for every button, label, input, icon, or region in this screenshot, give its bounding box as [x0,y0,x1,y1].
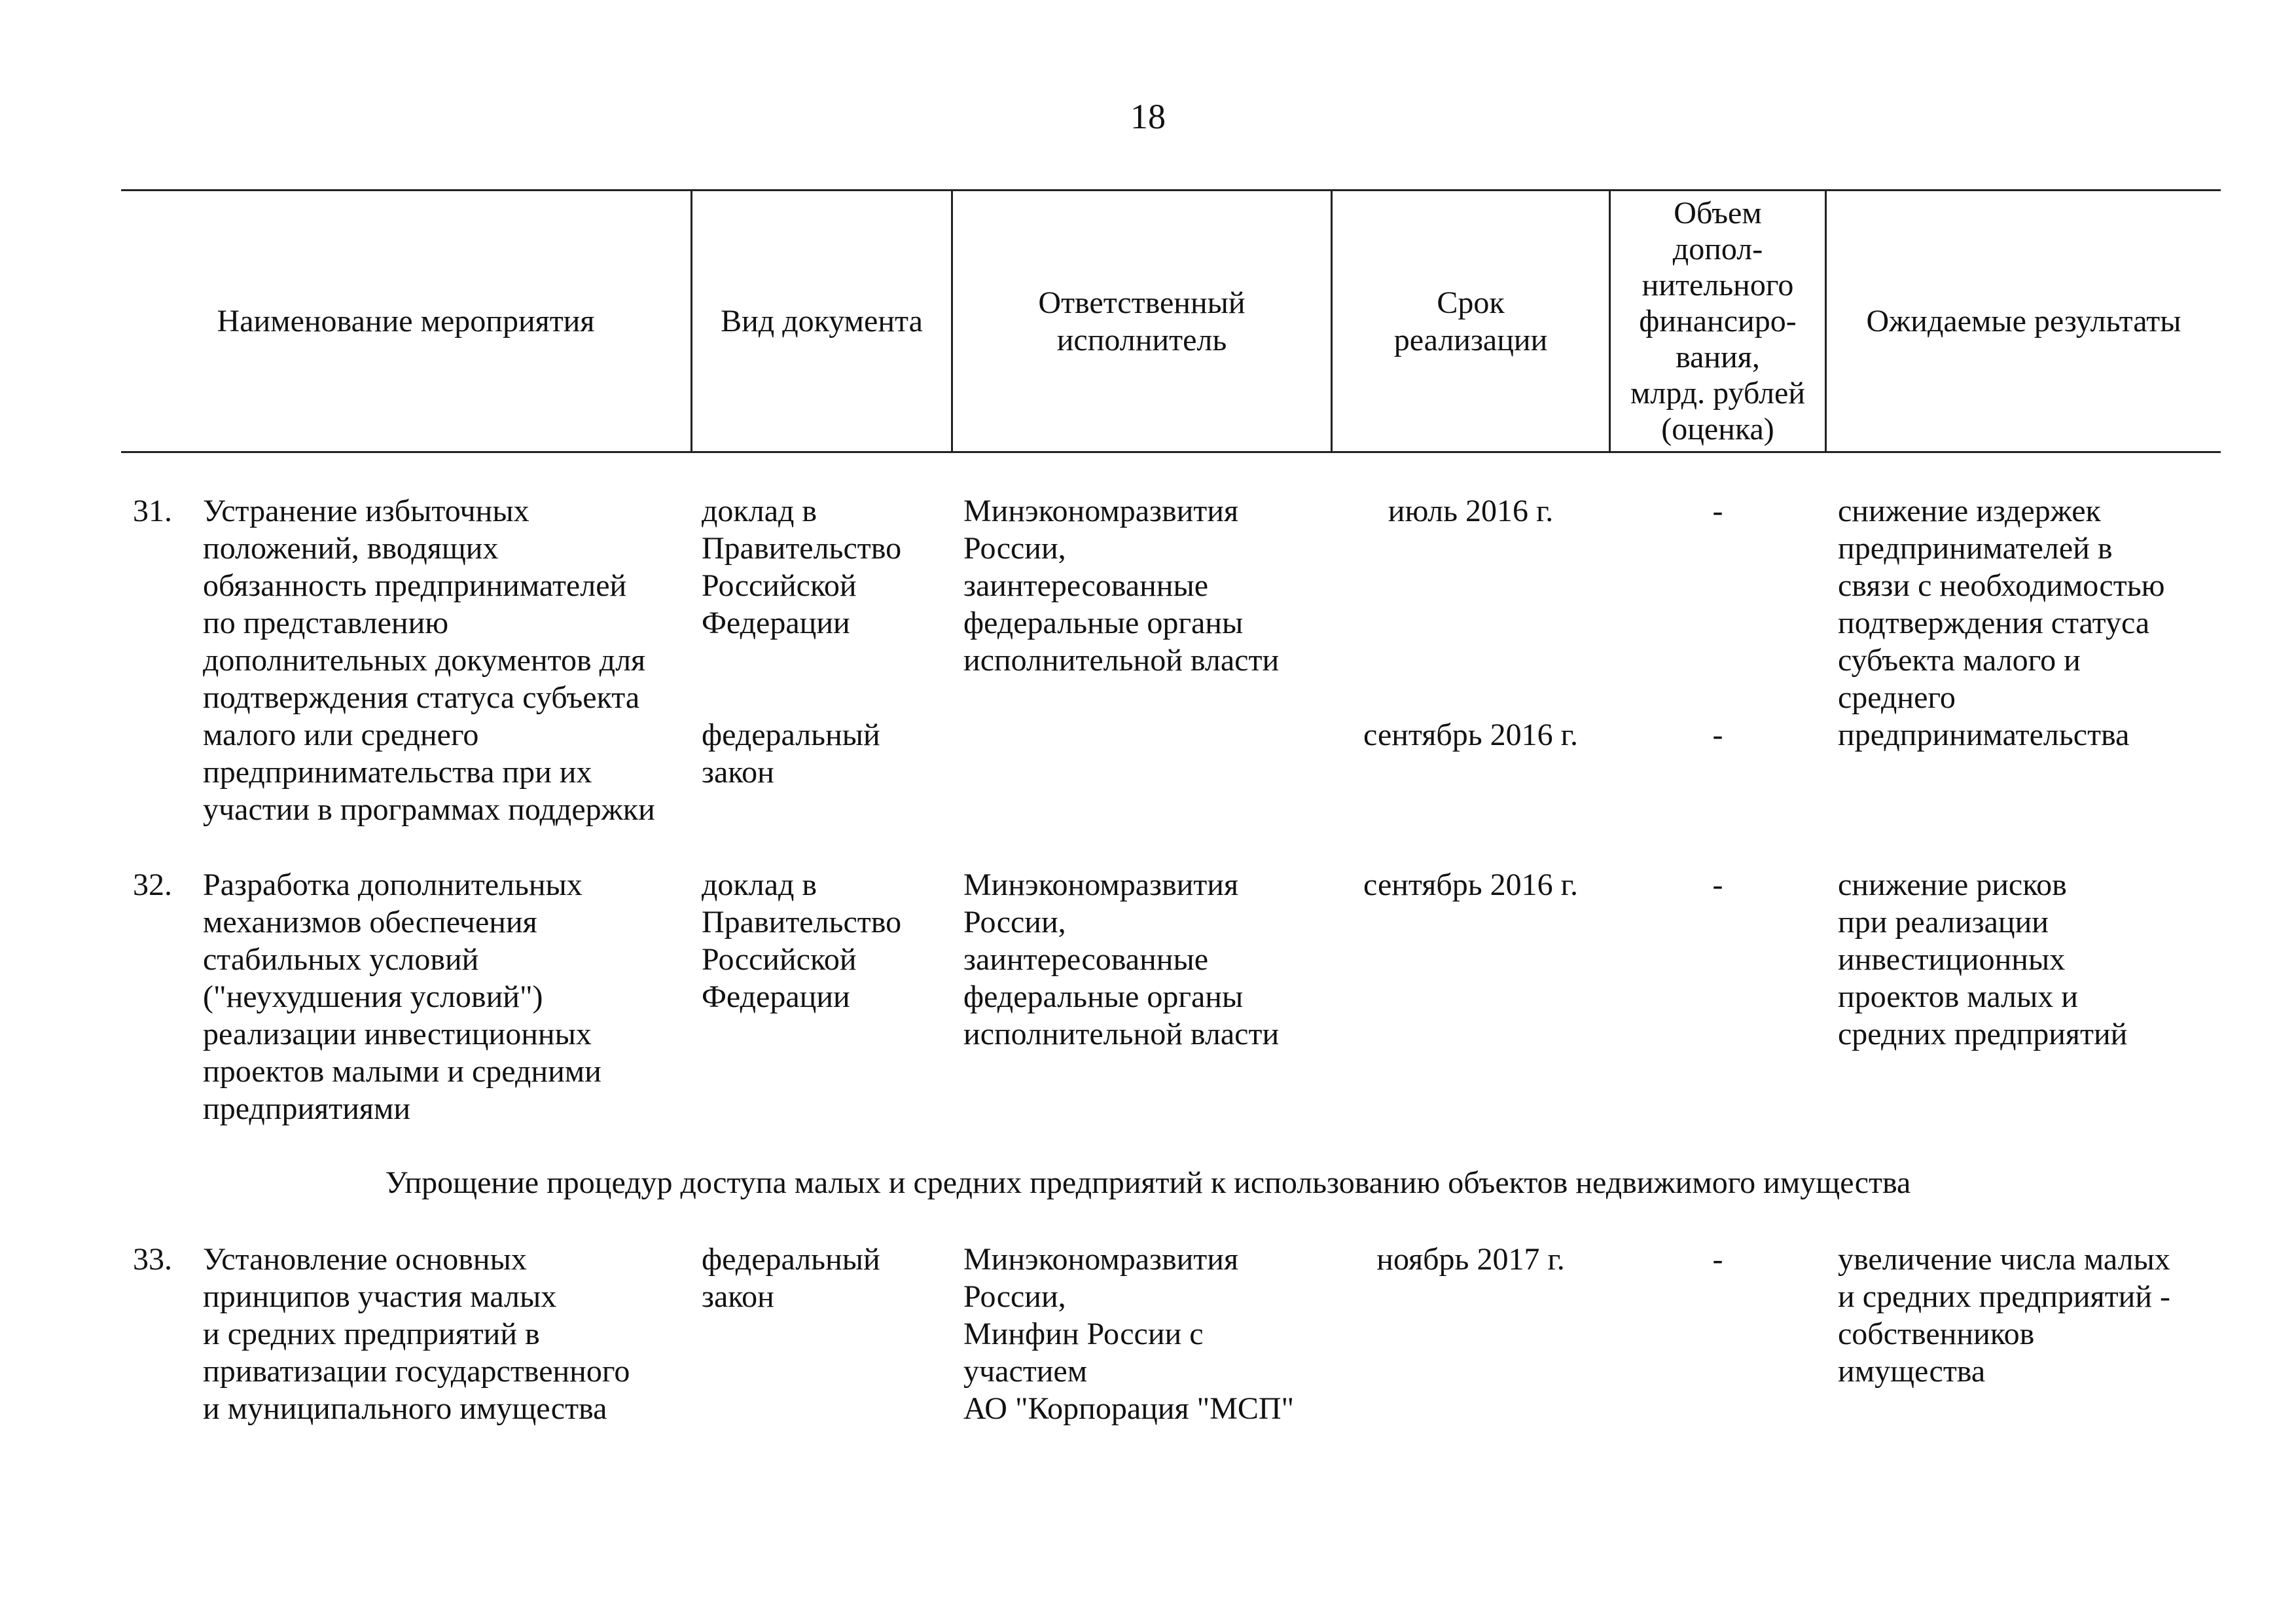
row-31-name: Устранение избыточных положений, вводящих обязанность предпринимателей по представлению дополнительных документов для подтверждения статуса субъекта малого или среднего предпринимательства при их участии в программах поддержки [203,494,655,827]
row-32-number: 32. [133,867,172,902]
row-31-results: снижение издержек предпринимателей в связи с необходимостью подтверждения статуса субъекта малого и среднего предпринимательства [1838,494,2165,752]
row-31-funding-law: - [1712,718,1723,752]
row-32-doc-report: доклад в Правительство Российской Федерации [702,867,902,1014]
row-33-number: 33. [133,1242,172,1277]
header-name [121,191,691,451]
header-funding [1611,191,1825,451]
section-title: Упрощение процедур доступа малых и средних предприятий к использованию объектов недвижимого имущества [385,1165,1911,1200]
header-deadline [1333,191,1609,451]
row-32-executor: Минэкономразвития России, заинтересованные федеральные органы исполнительной власти [963,867,1280,1051]
row-33-executor: Минэкономразвития России, Минфин России с участием АО "Корпорация "МСП" [963,1242,1295,1426]
row-31-funding-report: - [1712,494,1723,528]
header-deadline-text: Срок реализации [1393,285,1548,357]
row-31-doc-law: федеральный закон [702,718,880,790]
row-31-doc-report: доклад в Правительство Российской Федерации [702,494,902,640]
page-number: 18 [1130,97,1166,136]
row-31-deadline-report: июль 2016 г. [1388,494,1554,528]
row-32-funding: - [1712,867,1723,902]
header-executor [953,191,1331,451]
row-31-executor: Минэкономразвития России, заинтересованные федеральные органы исполнительной власти [963,494,1280,678]
header-name-text: Наименование мероприятия [217,304,595,338]
header-results [1827,191,2221,451]
header-executor-text: Ответственный исполнитель [1038,285,1246,357]
row-33-results: увеличение числа малых и средних предприятий - собственников имущества [1838,1242,2171,1389]
row-31-deadline-law: сентябрь 2016 г. [1363,718,1578,752]
header-doc-type [692,191,951,451]
row-32-results: снижение рисков при реализации инвестиционных проектов малых и средних предприятий [1838,867,2128,1051]
header-results-text: Ожидаемые результаты [1866,304,2181,338]
header-funding-text: Объем допол- нительного финансиро- вания, млрд. рублей (оценка) [1630,196,1806,447]
row-33-name: Установление основных принципов участия малых и средних предприятий в приватизации государственного и муниципального имущества [203,1242,630,1426]
row-31-number: 31. [133,494,172,528]
header-doc-type-text: Вид документа [721,304,923,338]
row-33-doc-law: федеральный закон [702,1242,880,1314]
row-33-funding: - [1712,1242,1723,1277]
header-bottom-rule [121,451,2221,453]
row-33-deadline: ноябрь 2017 г. [1376,1242,1565,1277]
row-32-deadline: сентябрь 2016 г. [1363,867,1578,902]
row-32-name: Разработка дополнительных механизмов обеспечения стабильных условий ("неухудшения условий") реализации инвестиционных проектов малыми и средними предприятиями [203,867,601,1126]
